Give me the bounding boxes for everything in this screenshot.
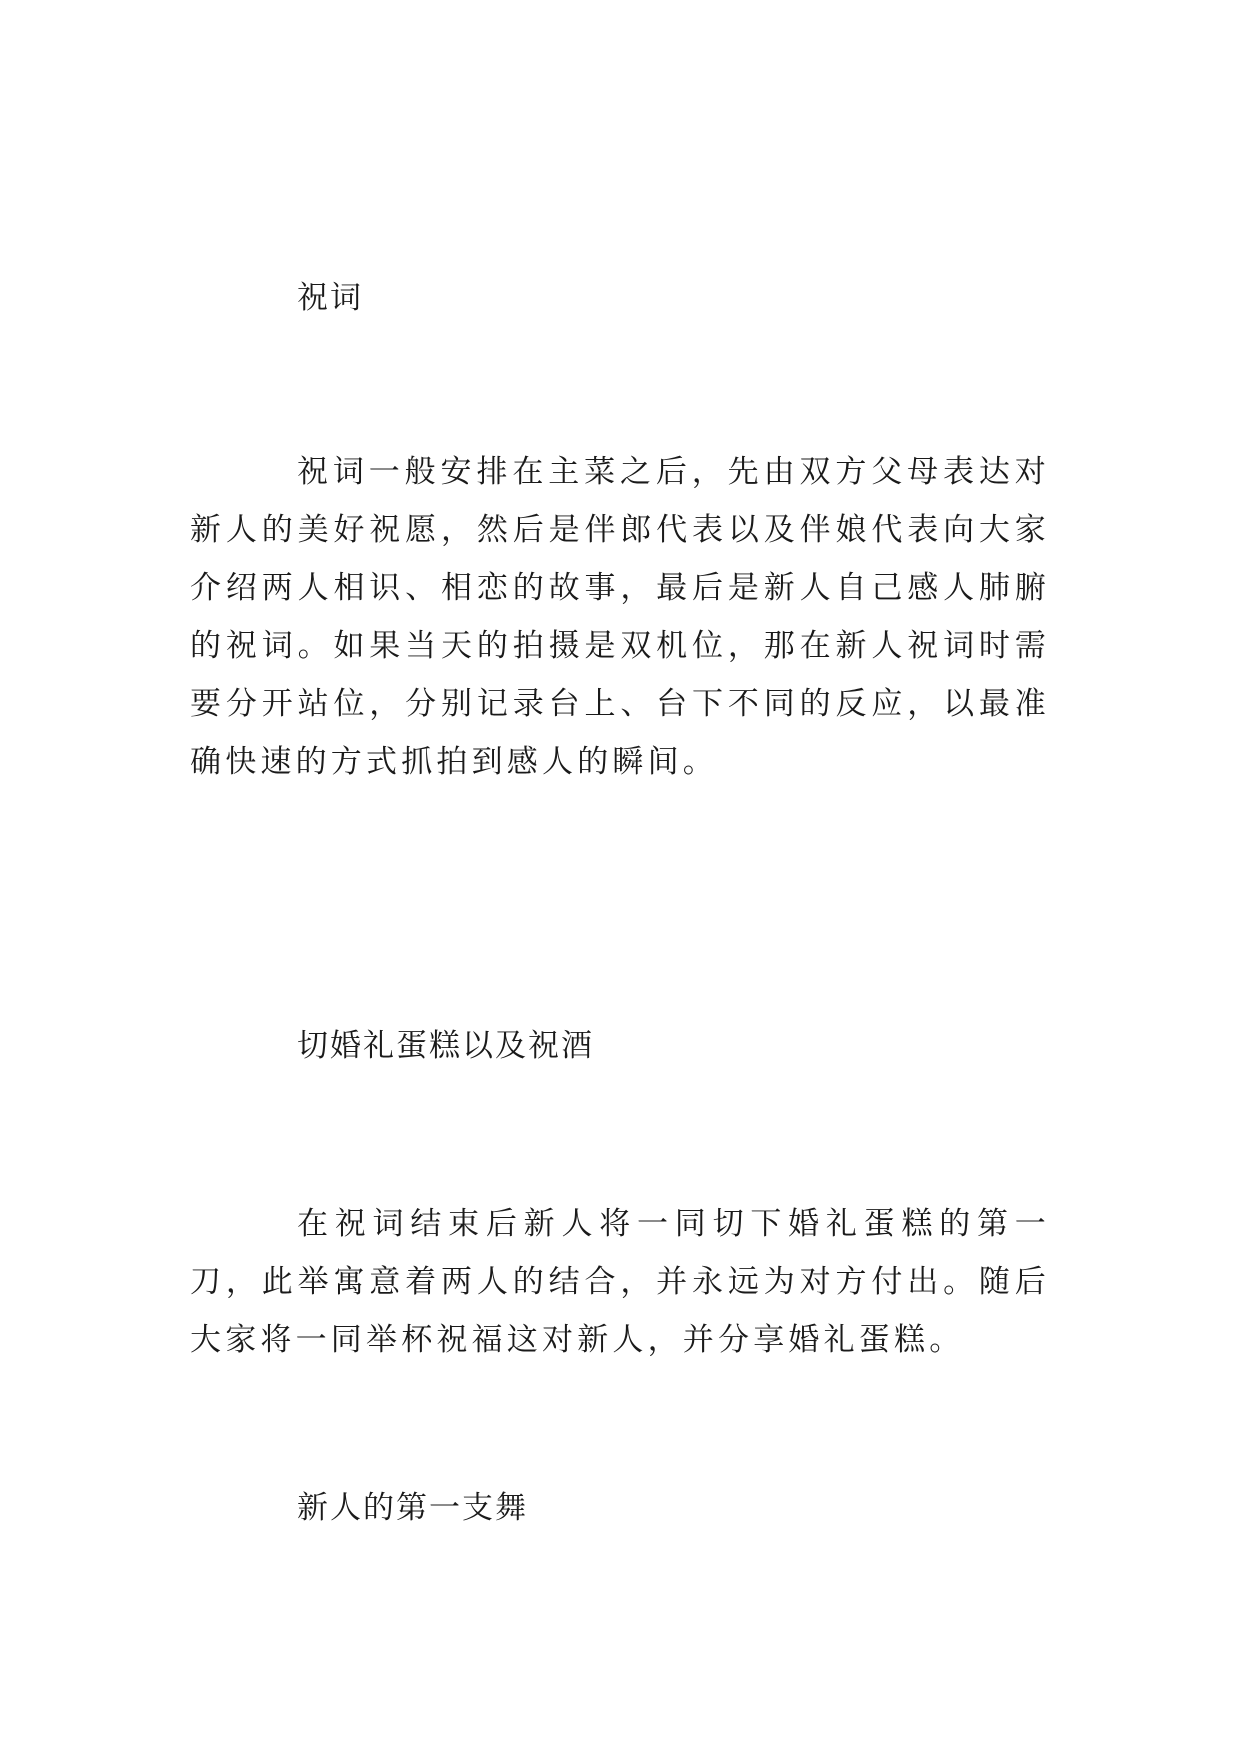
section-heading-cake-cutting: 切婚礼蛋糕以及祝酒 (297, 1028, 594, 1064)
section-heading-toast: 祝词 (297, 280, 363, 316)
section-paragraph-toast: 祝词一般安排在主菜之后，先由双方父母表达对新人的美好祝愿，然后是伴郎代表以及伴娘代表向大家介绍两人相识、相恋的故事，最后是新人自己感人肺腑的祝词。如果当天的拍摄是双机位，那在新人祝词时需要分开站位，分别记录台上、台下不同的反应，以最准确快速的方式抓拍到感人的瞬间。 (190, 454, 1050, 780)
section-paragraph-cake-cutting: 在祝词结束后新人将一同切下婚礼蛋糕的第一刀，此举寓意着两人的结合，并永远为对方付出。随后大家将一同举杯祝福这对新人，并分享婚礼蛋糕。 (190, 1206, 1050, 1358)
section-heading-first-dance: 新人的第一支舞 (297, 1490, 528, 1526)
